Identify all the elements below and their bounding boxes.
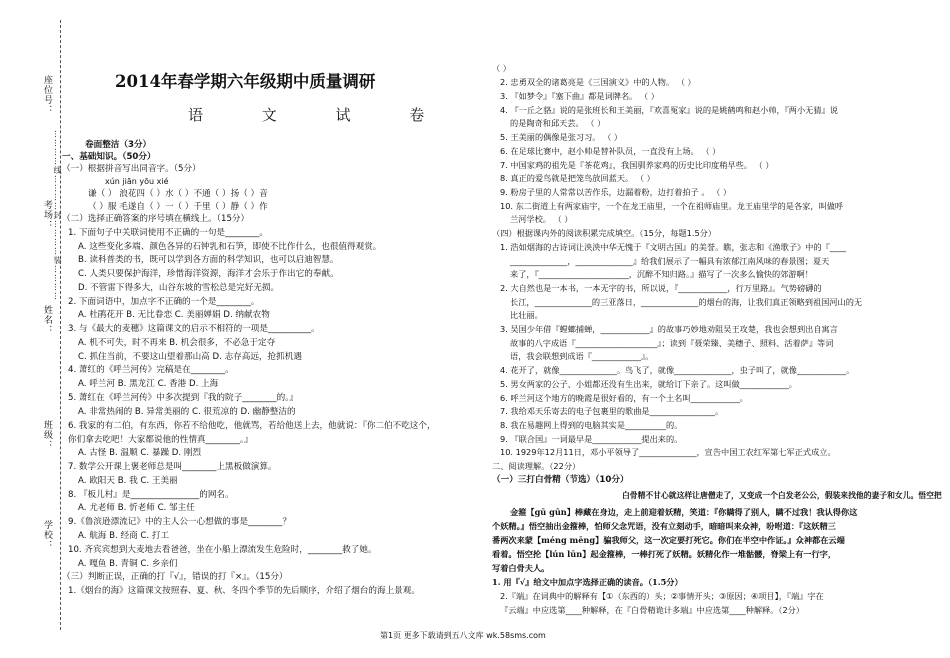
left-line: 10. 齐宾宾想到大麦地去看爸爸，坐在小船上漂流发生危险时，________救了她。	[68, 545, 377, 555]
right-line: 4. 『一丘之貉』说的是张班长和王美丽，『欢喜冤家』说的是姚鹤鸣和赵小帅，『两小无猜』说	[500, 105, 838, 115]
left-line: C. 人类只要保护海洋，珍惜海洋资源，海洋才会乐于作出它的奉献。	[78, 269, 339, 279]
right-line: （一）三打白骨精（节选）（10分）	[492, 475, 629, 485]
left-line: 2. 下面词语中，加点字不正确的一个是________。	[68, 297, 260, 307]
left-line: （三）判断正误，正确的打『√』，错误的打『×』。（15分）	[62, 572, 288, 582]
exam-room-label: 考场：	[42, 200, 52, 230]
passage-line: 写着白骨夫人。	[492, 563, 550, 573]
right-line: 2. 大自然也是一本书，一本无字的书，所以说，『____________，行万里路』。气势磅礴的	[500, 283, 822, 293]
right-line: ______________，______________』给我们展示了一幅具有浓郁江南风味的春景图；夏天	[510, 256, 830, 266]
right-line: 6. 在足球比赛中，赵小帅是替补队员，一直没有上场。 （ ）	[500, 146, 721, 156]
right-line: 4. 花开了，就像______________。鸟飞了，就像______________，虫子叫了，就像____________。	[500, 365, 855, 375]
class-label: 班级：	[42, 420, 52, 450]
right-line: 5. 男女两家的公子、小姐都还没有生出来，就给订下亲了。这叫做____________。	[500, 379, 797, 389]
left-line: A. 呼兰河 B. 黑龙江 C. 香港 D. 上海	[78, 379, 219, 389]
right-line: 9. 『联合国』一词最早是____________提出来的。	[500, 434, 683, 444]
passage-line: 番两次来蒙【méng mēng】骗我师父，这一次定要打死它。你们在半空中作证。』众神都在云端	[492, 535, 845, 545]
right-line: 10. 东二街道上有两家庙宇，一个在龙王庙里，一个在祖师庙里。龙王庙里学的是各家，叫做呼	[500, 201, 844, 211]
left-line: 8. 『板儿村』是________________的网名。	[68, 490, 234, 500]
right-line: 6. 呼兰河这个地方的晚霞是很好看的，有一个土名叫____________。	[500, 393, 748, 403]
left-line: 你们拿去吃吧！大家都说他的性情真________。』	[68, 435, 253, 445]
right-line: 语，我会联想到成语『____________』。	[510, 351, 654, 361]
left-line: A. 机不可失，时不再来 B. 机会很多，不必急于定夺	[78, 338, 276, 348]
left-line: A. 航海 B. 经商 C. 打工	[78, 531, 170, 541]
right-line: 1. 浩如烟海的古诗词让泱泱中华无愧于『文明古国』的美誉。瞧，张志和《渔歌子》中的『____	[500, 242, 847, 252]
right-line: 9. 粉房子里的人常常以苦作乐，边漏着粉，边打着拍子 。 （ ）	[500, 187, 732, 197]
passage-line: 看着。悟空抡【lún lūn】起金箍棒，一棒打死了妖精。妖精化作一堆骷髅，脊梁上有一行字，	[492, 549, 837, 559]
right-line: 二、阅读理解。（22分）	[492, 461, 581, 471]
right-line: 8. 真正的爱鸟就是把笼鸟放回蓝天。 （ ）	[500, 173, 655, 183]
left-line: A. 欧阳天 B. 我 C. 王美丽	[78, 476, 178, 486]
left-line: A. 杜鹃花开 B. 无比眷恋 C. 美丽婵娟 D. 纳献农物	[78, 310, 270, 320]
left-line: xún jiān yōu xié	[105, 177, 169, 186]
right-line: 3. 『如梦令』『塞下曲』都是词牌名。 （ ）	[500, 91, 659, 101]
passage-heading: 白骨精不甘心就这样让唐僧走了，又变成一个白发老公公，假装来找他的妻子和女儿。悟空把	[622, 491, 942, 500]
left-line: 谦（ ） 浪花四（ ）水（ ）不通（ ）扬（ ）音	[88, 189, 268, 199]
name-label: 姓名：	[42, 305, 52, 335]
left-line: 4. 萧红的《呼兰河传》完稿是在________。	[68, 365, 234, 375]
right-line: 2. 忠勇双全的诸葛亮是《三国演义》中的人物。 （ ）	[500, 77, 696, 87]
seat-label: 座位号：	[42, 75, 52, 115]
right-line: （ ）	[492, 63, 511, 73]
left-line: 5. 萧红在《呼兰河传》中多次提到『我的院子________的。』	[68, 393, 299, 403]
left-line: A. 古怪 B. 温顺 C. 暴躁 D. 刚烈	[78, 448, 202, 458]
left-line: D. 不管雷下得多大，山谷东坡的雪松总是完好无损。	[78, 283, 280, 293]
left-line: 6. 我家的有二伯，有东西，你若不给他吃，他就骂，若给他送上去，他就说：『你二伯不吃这个，	[68, 421, 436, 431]
right-line: 来了，『______________________，沉醉不知归路。』描写了一次多么愉快的郊游啊！	[510, 269, 813, 279]
left-line: C. 抓住当前，不要这山望着那山高 D. 志存高远，抢抓机遇	[78, 352, 302, 362]
right-line: （四）根据课内外的阅读积累完成填空。（15分，每题1.5分）	[492, 228, 717, 238]
left-line: B. 读科普类的书，既可以学到各方面的科学知识，也可以启迪智慧。	[78, 255, 339, 265]
page-footer: 第1页 更多下载请到五八文库 wk.58sms.com	[380, 631, 546, 640]
right-line: 8. 我在易趣网上得到的电脑其实是__________的。	[500, 420, 683, 430]
left-line: 3. 与《最大的麦穗》这篇课文的启示不相符的一项是__________。	[68, 324, 320, 334]
left-line: 卷面整洁（3分）	[85, 140, 152, 150]
left-line: A. 这些变化多端、颜色各异的石钟乳和石笋，即使不比作什么，也很值得观赏。	[78, 242, 382, 252]
left-line: 1.《烟台的海》这篇课文按照春、夏、秋、冬四个季节的先后顺序，介绍了烟台的海上景观。	[68, 586, 420, 596]
right-line: 7. 中国家鸡的祖先是『茶花鸡』，我国驯养家鸡的历史比印度稍早些。 （ ）	[500, 160, 774, 170]
exam-subtitle: 语 文 试 卷	[188, 106, 452, 124]
left-line: （一）根据拼音写出同音字。（5分）	[62, 164, 201, 174]
left-line: 1. 下面句子中关联词使用不正确的一句是________。	[68, 228, 268, 238]
right-line: 2.『端』在词典中的解释有【①（东西的）头；②事情开头；③原因；④项目】，『端』字在	[500, 591, 824, 601]
left-line: （二）选择正确答案的序号填在横线上。（15分）	[62, 214, 250, 224]
right-line: 『云端』中应选第____种解释，在『白骨精诡计多端』中应选第____种解释。（2分）	[500, 605, 805, 615]
seal-line-marker: …………线…………封…………装…………	[53, 130, 62, 301]
left-line: A. 嘎鱼 B. 青铜 C. 乡亲们	[78, 559, 178, 569]
right-line: 10. 1929年12月11日，邓小平领导了______________，宣告中国工农红军第七军正式成立。	[500, 447, 836, 457]
right-line: 兰河学校。 （ ）	[510, 214, 573, 224]
left-line: A. 非常热闹的 B. 异常美丽的 C. 很荒凉的 D. 幽静整洁的	[78, 407, 296, 417]
right-line: 长江，______________的三亚落日，______________的烟台的海，让我们真正领略到祖国河山的无	[510, 297, 863, 307]
left-line: 9.《鲁滨逊漂流记》中的主人公一心想做的事是________？	[68, 517, 292, 527]
right-line: 3. 吴国少年借『螳螂捕蝉，____________』的故事巧妙地劝阻吴王攻楚，我也会想到出自寓言	[500, 324, 838, 334]
left-line: （ ）服 毛遂自（ ）一（ ）千里（ ）静（ ）作	[88, 202, 268, 212]
right-line: 的是陶奇和邱天芸。 （ ）	[510, 118, 606, 128]
passage-line: 金箍【gū gūn】棒藏在身边，走上前迎着妖精，笑道：『你瞒得了别人，瞒不过我！我认得你这	[510, 507, 858, 517]
exam-title: 2014年春学期六年级期中质量调研	[115, 72, 376, 91]
passage-line: 个妖精。』悟空抽出金箍棒，怕师父念咒语，没有立刻动手，暗暗叫来众神，吩咐道：『这妖精三	[492, 521, 836, 531]
school-label: 学校：	[42, 520, 52, 550]
passage-line: 1. 用『√』给文中加点字选择正确的读音。（1.5分）	[492, 577, 683, 587]
right-line: 5. 王美丽的偶像是张习习。 （ ）	[500, 132, 623, 142]
right-line: 故事的八字成语『____________________』；读到『聂荣臻、美穗子、照料、活着萨』等词	[510, 338, 834, 348]
binding-line	[60, 20, 61, 630]
left-line: 7. 数学公开课上褒老师总是叫________上黑板做演算。	[68, 462, 277, 472]
right-line: 比壮丽。	[510, 310, 543, 320]
right-line: 7. 我给邓天乐寄去的电子包裹里的歌曲是________________。	[500, 406, 724, 416]
left-line: 一、基础知识。（50分）	[62, 152, 156, 162]
left-line: A. 尤老师 B. 忻老师 C. 邹主任	[78, 503, 195, 513]
